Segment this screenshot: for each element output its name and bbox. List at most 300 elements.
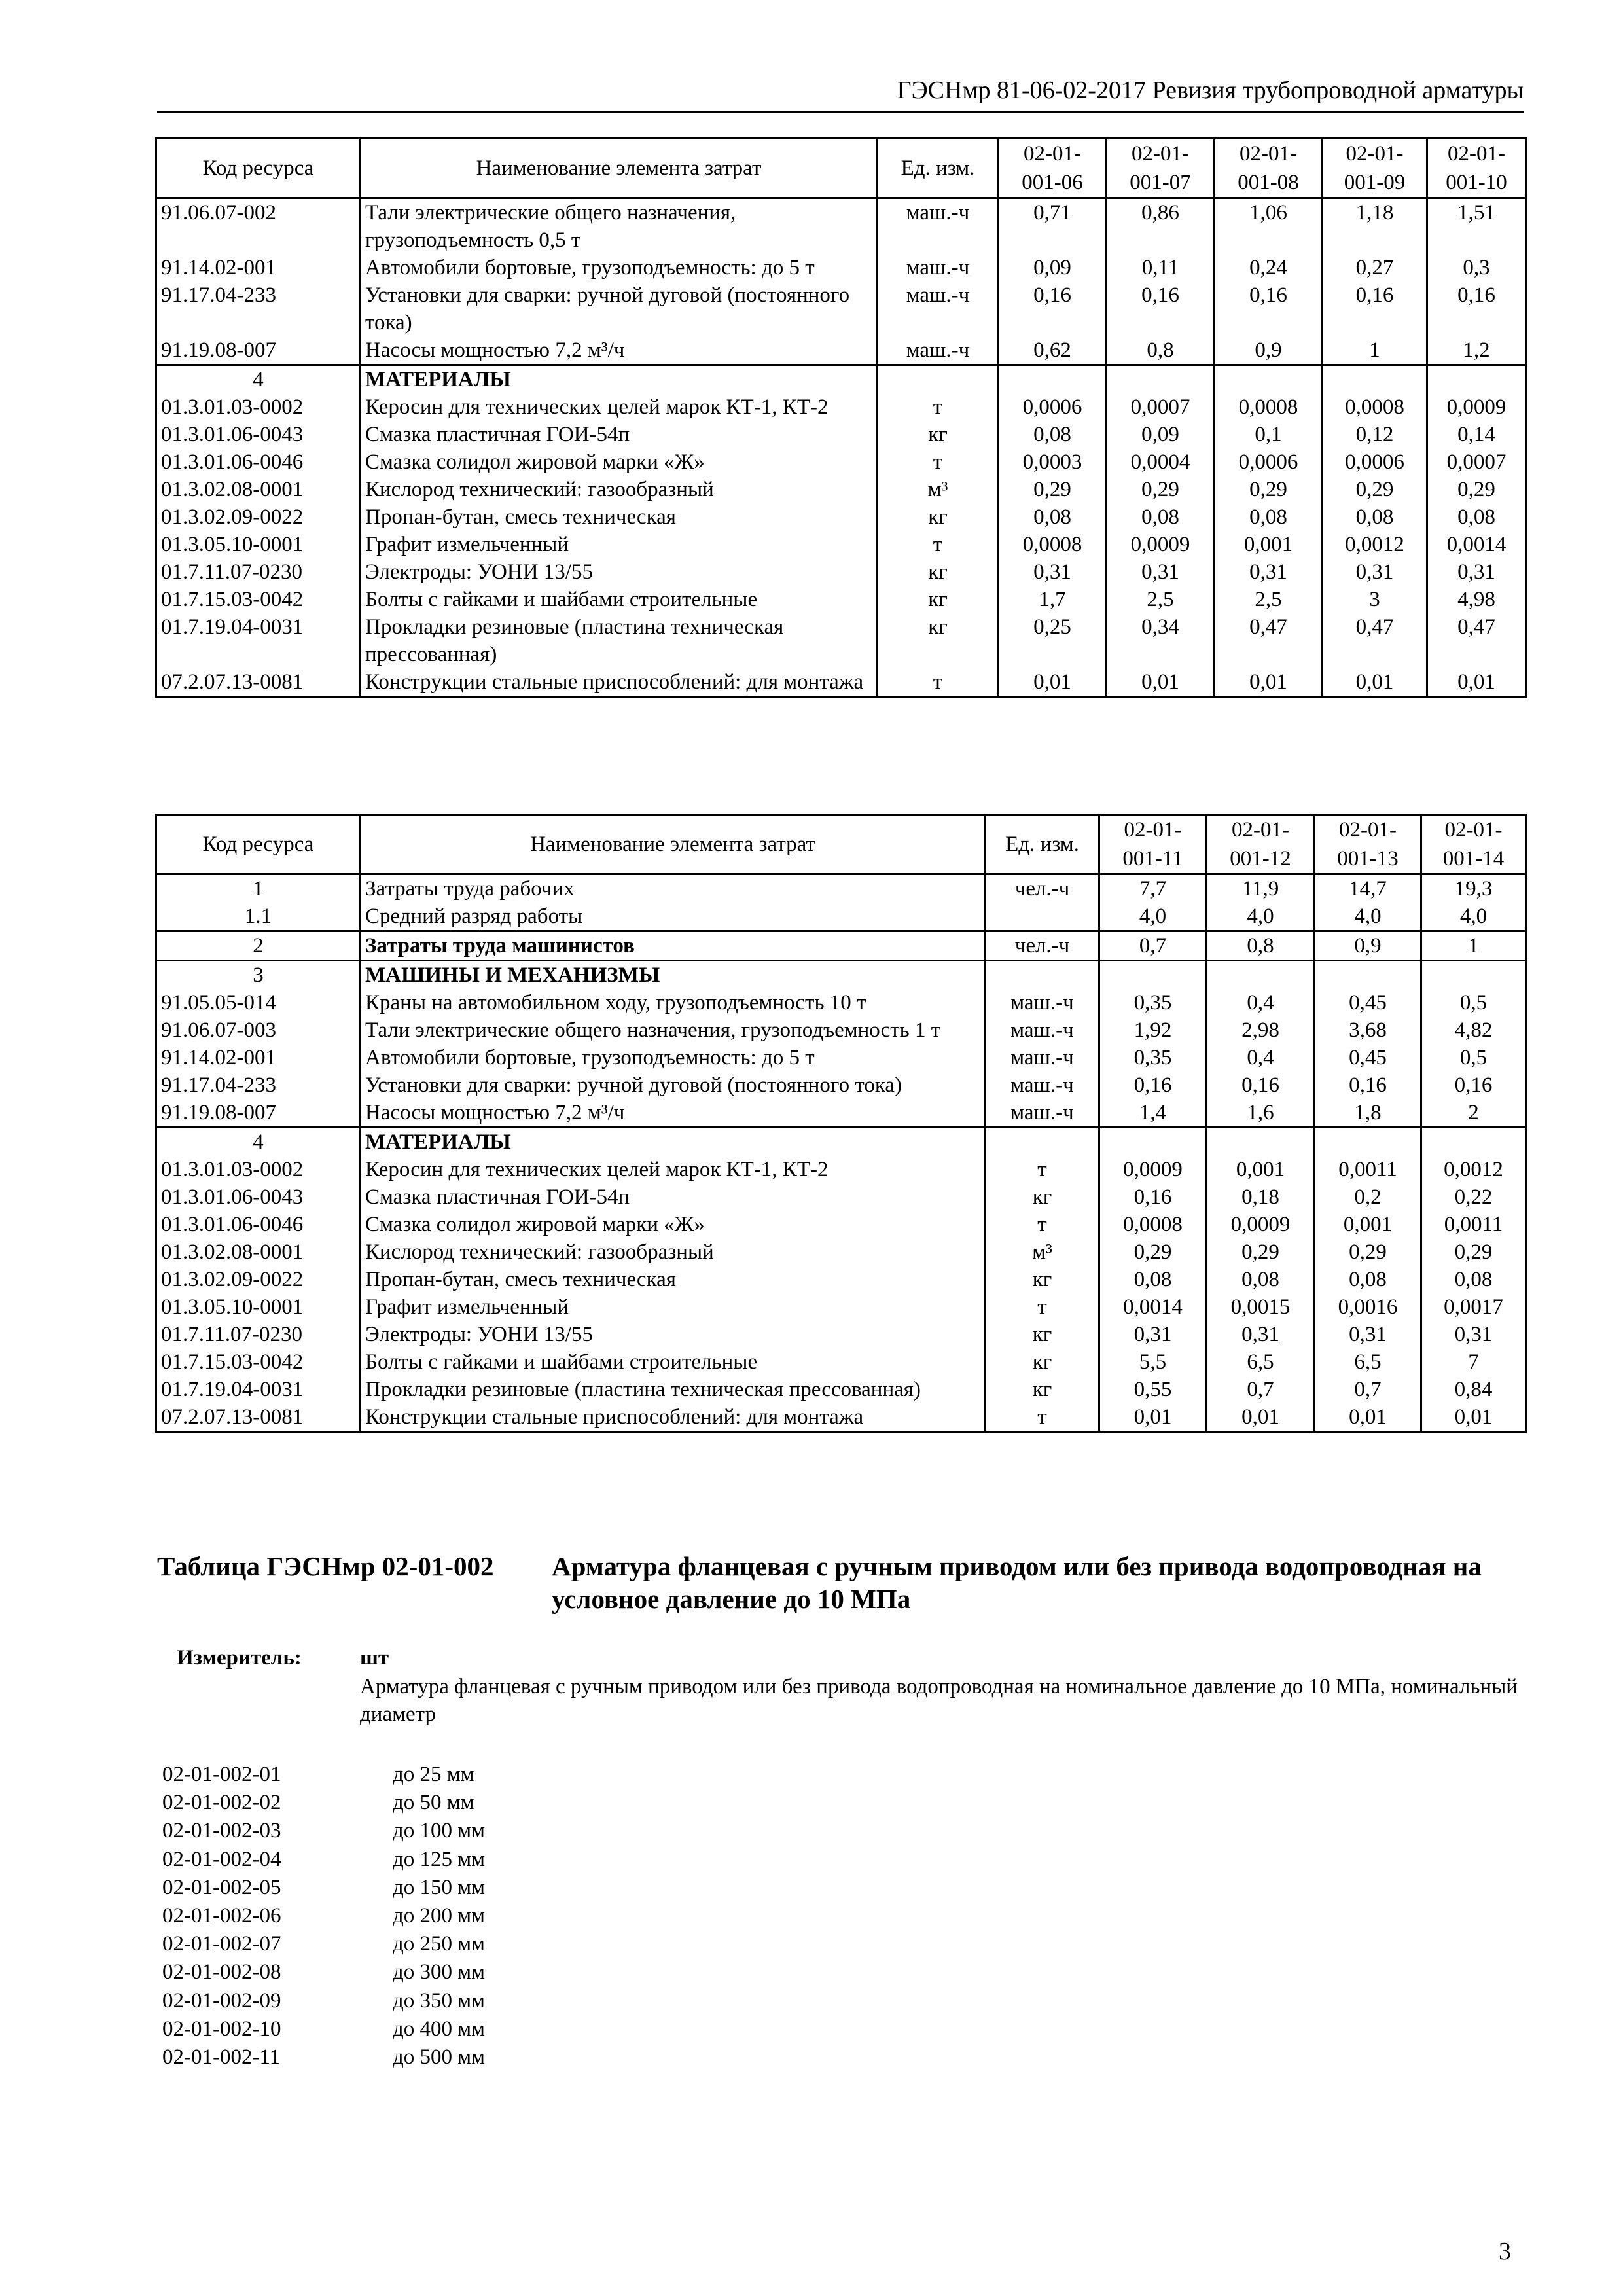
rate-value: 0,01: [1315, 1403, 1421, 1432]
rate-value: 0,0007: [1427, 448, 1526, 476]
rate-value: 0,35: [1099, 1044, 1207, 1071]
rate-code-header: 02-01- 001-08: [1238, 142, 1299, 194]
rate-value: 0,08: [999, 421, 1107, 448]
rate-value: 0,9: [1315, 931, 1421, 961]
resource-code: 91.17.04-233: [156, 281, 361, 336]
header-cell: Код ресурса: [156, 139, 361, 198]
unit-of-measure: маш.-ч: [878, 281, 999, 336]
rate-value: 0,29: [1427, 476, 1526, 503]
unit-of-measure: маш.-ч: [986, 1016, 1099, 1044]
rate-description: до 100 мм: [393, 1819, 486, 1843]
unit-of-measure: [986, 961, 1099, 990]
table-row: [156, 1211, 1526, 1238]
unit-of-measure: т: [986, 1211, 1099, 1238]
table-row: [156, 336, 1526, 365]
resource-name: Прокладки резиновые (пластина техническая прессованная): [361, 1376, 986, 1403]
table-row: [156, 1071, 1526, 1099]
rate-value: 0,31: [1107, 558, 1215, 586]
resource-code: 01.7.15.03-0042: [156, 586, 361, 613]
rate-value: 0,0009: [1099, 1156, 1207, 1183]
rate-value: 0,31: [1207, 1321, 1315, 1348]
rate-value: 0,35: [1099, 989, 1207, 1016]
rate-value: 1,7: [999, 586, 1107, 613]
unit-of-measure: м³: [878, 476, 999, 503]
rate-value: 0,0008: [1099, 1211, 1207, 1238]
resource-code: 1.1: [156, 903, 361, 931]
resource-name: Графит измельченный: [361, 1293, 986, 1321]
rate-code: 02-01-002-07: [162, 1932, 281, 1956]
rate-value: [1099, 961, 1207, 990]
rate-value: 1,51: [1427, 198, 1526, 255]
resource-code: 2: [156, 931, 361, 961]
rate-value: 0,0009: [1207, 1211, 1315, 1238]
rate-value: 4,0: [1099, 903, 1207, 931]
rate-value: 0,7: [1207, 1376, 1315, 1403]
section-row: [156, 1128, 1526, 1157]
rate-value: 4,0: [1421, 903, 1526, 931]
rate-value: 0,0006: [1215, 448, 1323, 476]
rate-value: [1207, 1128, 1315, 1157]
unit-of-measure: маш.-ч: [986, 1044, 1099, 1071]
rate-value: 0,45: [1315, 1044, 1421, 1071]
rate-value: 0,01: [1323, 668, 1427, 697]
resource-name: Средний разряд работы: [361, 903, 986, 931]
rate-value: 0,0007: [1107, 393, 1215, 421]
unit-of-measure: кг: [986, 1321, 1099, 1348]
resource-code: 01.3.01.03-0002: [156, 393, 361, 421]
table-row: [156, 586, 1526, 613]
rate-value: [1421, 1128, 1526, 1157]
resource-code: 3: [156, 961, 361, 990]
resource-name: Керосин для технических целей марок КТ-1, КТ-2: [361, 393, 878, 421]
header-cell: [999, 139, 1107, 198]
rate-value: 0,0008: [999, 531, 1107, 558]
resource-code: 01.7.19.04-0031: [156, 1376, 361, 1403]
rate-value: 0,84: [1421, 1376, 1526, 1403]
resource-name: Тали электрические общего назначения, грузоподъемность 1 т: [361, 1016, 986, 1044]
resource-name: Тали электрические общего назначения, грузоподъемность 0,5 т: [361, 198, 878, 255]
rate-value: 2,98: [1207, 1016, 1315, 1044]
rate-value: 0,4: [1207, 1044, 1315, 1071]
header-cell: Наименование элемента затрат: [361, 815, 986, 874]
resource-name: Затраты труда машинистов: [361, 931, 986, 961]
resource-code: 01.3.05.10-0001: [156, 1293, 361, 1321]
rate-value: 0,0011: [1421, 1211, 1526, 1238]
rate-value: 0,29: [1323, 476, 1427, 503]
resource-code: 01.3.02.09-0022: [156, 503, 361, 531]
header-cell: [1427, 139, 1526, 198]
rate-value: 0,0006: [1323, 448, 1427, 476]
rate-value: 0,4: [1207, 989, 1315, 1016]
rate-value: 0,0008: [1323, 393, 1427, 421]
rate-value: 0,01: [1215, 668, 1323, 697]
resource-code: 01.3.02.08-0001: [156, 476, 361, 503]
rate-value: 0,8: [1107, 336, 1215, 365]
page-header: [157, 77, 1524, 113]
table-row: [156, 931, 1526, 961]
rate-value: 14,7: [1315, 874, 1421, 903]
rate-value: 0,47: [1215, 613, 1323, 668]
unit-of-measure: маш.-ч: [986, 1071, 1099, 1099]
rate-value: 0,29: [999, 476, 1107, 503]
meter-unit: шт: [360, 1646, 389, 1670]
resource-code: 01.3.01.06-0046: [156, 448, 361, 476]
resource-name: Болты с гайками и шайбами строительные: [361, 1348, 986, 1376]
table-row: [156, 613, 1526, 668]
header-cell: Ед. изм.: [986, 815, 1099, 874]
rate-value: 4,98: [1427, 586, 1526, 613]
unit-of-measure: т: [878, 531, 999, 558]
rate-value: 0,0012: [1421, 1156, 1526, 1183]
table-row: [156, 1348, 1526, 1376]
resource-code: 01.3.01.06-0046: [156, 1211, 361, 1238]
table-row: [156, 989, 1526, 1016]
table-row: [156, 281, 1526, 336]
rate-value: [1215, 365, 1323, 394]
rate-value: 0,31: [1427, 558, 1526, 586]
resource-name: Пропан-бутан, смесь техническая: [361, 503, 878, 531]
rate-value: 0,0006: [999, 393, 1107, 421]
rate-value: 0,16: [1427, 281, 1526, 336]
rate-code: 02-01-002-05: [162, 1875, 281, 1899]
rate-value: 0,0009: [1107, 531, 1215, 558]
table-row: [156, 393, 1526, 421]
resource-code: 01.7.19.04-0031: [156, 613, 361, 668]
resource-code: 01.3.01.03-0002: [156, 1156, 361, 1183]
rate-code: 02-01-002-04: [162, 1847, 281, 1871]
rate-value: [1315, 1128, 1421, 1157]
resource-code: 91.19.08-007: [156, 336, 361, 365]
resource-name: Конструкции стальные приспособлений: для монтажа: [361, 1403, 986, 1432]
meter-description: Арматура фланцевая с ручным приводом или без привода водопроводная на номинальное давление до 10 МПа, номинальный диаметр: [360, 1675, 1518, 1726]
table-row: [156, 1321, 1526, 1348]
resource-name: Конструкции стальные приспособлений: для монтажа: [361, 668, 878, 697]
rate-value: 0,31: [1099, 1321, 1207, 1348]
rate-description: до 300 мм: [393, 1960, 486, 1984]
rate-code-header: 02-01- 001-09: [1344, 142, 1406, 194]
header-cell: Код ресурса: [156, 815, 361, 874]
rate-value: 0,31: [1421, 1321, 1526, 1348]
rate-code-header: 02-01- 001-07: [1130, 142, 1191, 194]
rate-code: 02-01-002-06: [162, 1903, 281, 1928]
rate-value: 1,06: [1215, 198, 1323, 255]
section-row: [156, 365, 1526, 394]
table-row: [156, 198, 1526, 255]
resource-code: 91.06.07-003: [156, 1016, 361, 1044]
unit-of-measure: маш.-ч: [986, 989, 1099, 1016]
rate-description: до 400 мм: [393, 2017, 486, 2041]
rate-code-header: 02-01- 001-11: [1122, 818, 1183, 870]
resource-name: Кислород технический: газообразный: [361, 1238, 986, 1266]
unit-of-measure: маш.-ч: [878, 336, 999, 365]
resource-code: 01.3.05.10-0001: [156, 531, 361, 558]
resource-name: Смазка солидол жировой марки «Ж»: [361, 1211, 986, 1238]
table-row: [156, 668, 1526, 697]
rate-value: 0,31: [1323, 558, 1427, 586]
resource-code: 4: [156, 365, 361, 394]
resource-code: 01.3.01.06-0043: [156, 1183, 361, 1211]
rate-value: 0,16: [1421, 1071, 1526, 1099]
table-title-text: Арматура фланцевая с ручным приводом или без привода водопроводная на условное давление до 10 МПа: [552, 1551, 1482, 1614]
unit-of-measure: кг: [986, 1183, 1099, 1211]
resource-name: Краны на автомобильном ходу, грузоподъемность 10 т: [361, 989, 986, 1016]
rate-value: 0,7: [1099, 931, 1207, 961]
rate-value: 0,08: [1315, 1266, 1421, 1293]
table-row: [156, 1183, 1526, 1211]
table-row: [156, 874, 1526, 903]
rate-code-header: 02-01- 001-10: [1446, 142, 1507, 194]
rate-value: 0,22: [1421, 1183, 1526, 1211]
rate-value: 0,16: [1215, 281, 1323, 336]
rate-value: 0,16: [1099, 1183, 1207, 1211]
unit-of-measure: т: [986, 1293, 1099, 1321]
rate-value: 0,14: [1427, 421, 1526, 448]
unit-of-measure: [986, 903, 1099, 931]
resource-code: 1: [156, 874, 361, 903]
page-number: 3: [1499, 2238, 1511, 2265]
resource-name: МАТЕРИАЛЫ: [361, 365, 878, 394]
rate-value: 0,16: [1323, 281, 1427, 336]
rate-value: 0,31: [1215, 558, 1323, 586]
unit-of-measure: маш.-ч: [878, 254, 999, 281]
rate-value: 0,1: [1215, 421, 1323, 448]
resource-name: Болты с гайками и шайбами строительные: [361, 586, 878, 613]
rate-value: 4,0: [1207, 903, 1315, 931]
rate-value: [1099, 1128, 1207, 1157]
rate-value: [1427, 365, 1526, 394]
rate-value: [999, 365, 1107, 394]
rate-value: 5,5: [1099, 1348, 1207, 1376]
resource-code: 91.14.02-001: [156, 1044, 361, 1071]
resource-name: Установки для сварки: ручной дуговой (постоянного тока): [361, 1071, 986, 1099]
rate-value: 2,5: [1215, 586, 1323, 613]
rate-value: 0,34: [1107, 613, 1215, 668]
rate-value: 0,0004: [1107, 448, 1215, 476]
rate-value: 0,3: [1427, 254, 1526, 281]
rate-value: 0,08: [1427, 503, 1526, 531]
table-row: [156, 1293, 1526, 1321]
rate-value: 0,71: [999, 198, 1107, 255]
rate-value: 3: [1323, 586, 1427, 613]
rate-value: 0,29: [1107, 476, 1215, 503]
rate-code-header: 02-01- 001-12: [1230, 818, 1291, 870]
table-row: [156, 1266, 1526, 1293]
rate-value: 0,16: [1099, 1071, 1207, 1099]
rate-value: 1,8: [1315, 1099, 1421, 1128]
rate-value: 0,09: [1107, 421, 1215, 448]
rate-value: 0,5: [1421, 1044, 1526, 1071]
header-cell: Наименование элемента затрат: [361, 139, 878, 198]
resource-name: Установки для сварки: ручной дуговой (постоянного тока): [361, 281, 878, 336]
rate-value: 19,3: [1421, 874, 1526, 903]
rate-value: 0,16: [999, 281, 1107, 336]
table-header-row: [156, 139, 1526, 198]
rate-value: 0,16: [1315, 1071, 1421, 1099]
unit-of-measure: [878, 365, 999, 394]
resource-code: 01.3.01.06-0043: [156, 421, 361, 448]
rate-value: [1421, 961, 1526, 990]
rate-description: до 25 мм: [393, 1763, 474, 1786]
rate-value: 0,25: [999, 613, 1107, 668]
rate-value: 0,29: [1099, 1238, 1207, 1266]
rate-description: до 200 мм: [393, 1903, 486, 1928]
rate-value: 0,001: [1215, 531, 1323, 558]
resource-code: 91.05.05-014: [156, 989, 361, 1016]
unit-of-measure: чел.-ч: [986, 931, 1099, 961]
resource-code: 01.7.15.03-0042: [156, 1348, 361, 1376]
unit-of-measure: кг: [878, 613, 999, 668]
rate-value: 0,31: [1315, 1321, 1421, 1348]
rate-value: 0,5: [1421, 989, 1526, 1016]
resource-name: Автомобили бортовые, грузоподъемность: до 5 т: [361, 254, 878, 281]
rate-value: 0,7: [1315, 1376, 1421, 1403]
rate-value: 0,08: [1107, 503, 1215, 531]
rate-value: 0,01: [1107, 668, 1215, 697]
rate-value: 0,18: [1207, 1183, 1315, 1211]
resource-code: 91.19.08-007: [156, 1099, 361, 1128]
header-cell: [1107, 139, 1215, 198]
resource-name: Смазка пластичная ГОИ-54п: [361, 1183, 986, 1211]
rate-code: 02-01-002-11: [162, 2045, 281, 2069]
rate-description: до 250 мм: [393, 1932, 486, 1956]
rate-value: 0,16: [1107, 281, 1215, 336]
unit-of-measure: т: [986, 1156, 1099, 1183]
rate-value: 7,7: [1099, 874, 1207, 903]
resource-code: 4: [156, 1128, 361, 1157]
table-row: [156, 903, 1526, 931]
rate-description: до 50 мм: [393, 1791, 474, 1815]
rate-value: [1315, 961, 1421, 990]
unit-of-measure: т: [878, 393, 999, 421]
resource-name: Кислород технический: газообразный: [361, 476, 878, 503]
table-row: [156, 1099, 1526, 1128]
rate-value: 0,0003: [999, 448, 1107, 476]
rate-value: 0,9: [1215, 336, 1323, 365]
resource-name: МАТЕРИАЛЫ: [361, 1128, 986, 1157]
rate-value: 0,08: [999, 503, 1107, 531]
rate-value: 1,18: [1323, 198, 1427, 255]
resource-name: МАШИНЫ И МЕХАНИЗМЫ: [361, 961, 986, 990]
rate-description: до 125 мм: [393, 1847, 486, 1871]
resource-name: Смазка пластичная ГОИ-54п: [361, 421, 878, 448]
unit-of-measure: т: [878, 668, 999, 697]
rate-value: 0,0012: [1323, 531, 1427, 558]
rate-value: 2,5: [1107, 586, 1215, 613]
rate-value: 0,86: [1107, 198, 1215, 255]
rate-description: до 350 мм: [393, 1988, 486, 2013]
rate-value: 3,68: [1315, 1016, 1421, 1044]
header-cell: [1215, 139, 1323, 198]
rate-value: 0,29: [1207, 1238, 1315, 1266]
rate-value: 0,08: [1323, 503, 1427, 531]
rate-value: 0,31: [999, 558, 1107, 586]
rate-value: 0,01: [1427, 668, 1526, 697]
table-row: [156, 476, 1526, 503]
rate-value: 0,0008: [1215, 393, 1323, 421]
header-cell: [1421, 815, 1526, 874]
rate-value: 0,27: [1323, 254, 1427, 281]
resource-name: Графит измельченный: [361, 531, 878, 558]
resource-code: 01.3.02.09-0022: [156, 1266, 361, 1293]
unit-of-measure: маш.-ч: [878, 198, 999, 255]
rate-value: 0,08: [1207, 1266, 1315, 1293]
header-cell: [1323, 139, 1427, 198]
rate-value: 1,6: [1207, 1099, 1315, 1128]
resource-code: 91.06.07-002: [156, 198, 361, 255]
rate-value: 0,55: [1099, 1376, 1207, 1403]
unit-of-measure: м³: [986, 1238, 1099, 1266]
resource-name: Насосы мощностью 7,2 м³/ч: [361, 1099, 986, 1128]
resource-code: 91.14.02-001: [156, 254, 361, 281]
resource-name: Электроды: УОНИ 13/55: [361, 1321, 986, 1348]
rate-value: 0,11: [1107, 254, 1215, 281]
header-cell: [1207, 815, 1315, 874]
table-row: [156, 421, 1526, 448]
resource-code: 07.2.07.13-0081: [156, 668, 361, 697]
table-row: [156, 1016, 1526, 1044]
rate-code: 02-01-002-03: [162, 1819, 281, 1843]
section-row: [156, 961, 1526, 990]
rate-value: 0,0016: [1315, 1293, 1421, 1321]
table-row: [156, 503, 1526, 531]
rate-value: 0,29: [1315, 1238, 1421, 1266]
rate-value: 0,47: [1427, 613, 1526, 668]
rate-value: 0,0014: [1427, 531, 1526, 558]
rate-code: 02-01-002-10: [162, 2017, 281, 2041]
rate-value: 0,09: [999, 254, 1107, 281]
resource-code: 91.17.04-233: [156, 1071, 361, 1099]
resource-code: 01.3.02.08-0001: [156, 1238, 361, 1266]
resource-table-2: [155, 814, 1527, 1433]
rate-value: 1: [1323, 336, 1427, 365]
resource-name: Смазка солидол жировой марки «Ж»: [361, 448, 878, 476]
rate-value: 1: [1421, 931, 1526, 961]
rate-value: 0,08: [1099, 1266, 1207, 1293]
header-cell: [1099, 815, 1207, 874]
resource-code: 01.7.11.07-0230: [156, 558, 361, 586]
rate-value: 0,0014: [1099, 1293, 1207, 1321]
rate-value: 0,8: [1207, 931, 1315, 961]
table-row: [156, 448, 1526, 476]
table-row: [156, 558, 1526, 586]
resource-table-1: [155, 137, 1527, 698]
rate-code: 02-01-002-09: [162, 1988, 281, 2013]
resource-name: Прокладки резиновые (пластина техническая прессованная): [361, 613, 878, 668]
rate-value: 0,0009: [1427, 393, 1526, 421]
rate-value: 0,2: [1315, 1183, 1421, 1211]
rate-value: 0,29: [1215, 476, 1323, 503]
rate-value: 0,001: [1315, 1211, 1421, 1238]
rate-value: 6,5: [1207, 1348, 1315, 1376]
rate-value: 1,2: [1427, 336, 1526, 365]
rate-value: 0,08: [1215, 503, 1323, 531]
table-row: [156, 1238, 1526, 1266]
rate-value: [1107, 365, 1215, 394]
rate-description: до 150 мм: [393, 1875, 486, 1899]
unit-of-measure: кг: [878, 586, 999, 613]
header-cell: [1315, 815, 1421, 874]
resource-name: Автомобили бортовые, грузоподъемность: до 5 т: [361, 1044, 986, 1071]
rate-value: 0,01: [1099, 1403, 1207, 1432]
rate-value: 7: [1421, 1348, 1526, 1376]
rate-code: 02-01-002-08: [162, 1960, 281, 1984]
rate-value: [1207, 961, 1315, 990]
resource-code: 07.2.07.13-0081: [156, 1403, 361, 1432]
resource-name: Электроды: УОНИ 13/55: [361, 558, 878, 586]
table-row: [156, 254, 1526, 281]
resource-name: Керосин для технических целей марок КТ-1, КТ-2: [361, 1156, 986, 1183]
rate-value: 0,16: [1207, 1071, 1315, 1099]
